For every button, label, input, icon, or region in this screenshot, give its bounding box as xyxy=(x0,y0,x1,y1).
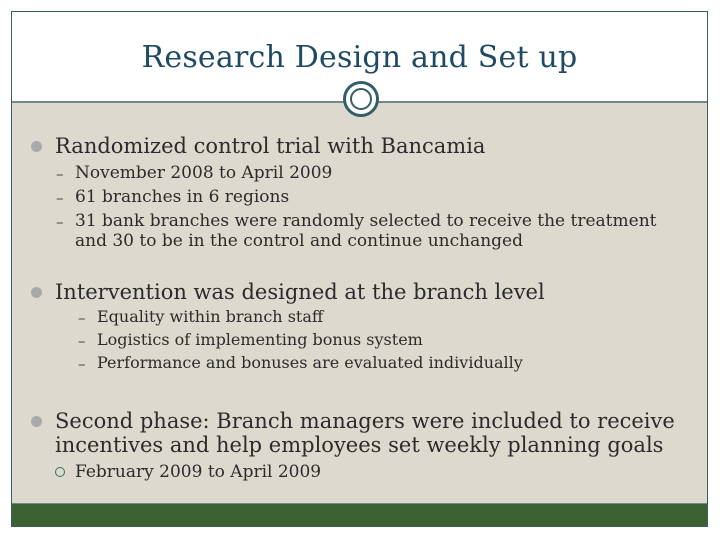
bullet-2 xyxy=(55,280,545,304)
bullet-dot-icon xyxy=(31,141,42,152)
ring-ornament-icon xyxy=(343,81,379,117)
footer-bar xyxy=(12,504,707,526)
bullet-1-sub-3: 31 bank branches were randomly selected to receive the treatment xyxy=(75,211,657,231)
bullet-2-sub-2: Logistics of implementing bonus system xyxy=(97,330,423,349)
content-area xyxy=(12,103,707,503)
bullet-3 xyxy=(55,409,675,433)
bullet-3-text-line2: incentives and help employees set weekly planning goals xyxy=(55,433,664,457)
dash-icon: – xyxy=(56,165,64,183)
bullet-3-sub-1-row xyxy=(75,461,321,483)
bullet-dot-icon xyxy=(31,416,42,427)
dash-icon: – xyxy=(78,309,86,327)
bullet-3-sub-1: February 2009 to April 2009 xyxy=(75,462,322,482)
bullet-2-sub-3: Performance and bonuses are evaluated individually xyxy=(97,353,523,372)
slide xyxy=(11,11,708,527)
bullet-2-text: Intervention was designed at the branch level xyxy=(55,280,545,304)
bullet-1-sub-2: 61 branches in 6 regions xyxy=(75,187,290,207)
dash-icon: – xyxy=(56,213,64,231)
bullet-1 xyxy=(55,134,485,158)
dash-icon: – xyxy=(56,189,64,207)
bullet-3-line2 xyxy=(55,433,663,457)
dash-icon: – xyxy=(78,355,86,373)
bullet-2-sub-1: Equality within branch staff xyxy=(97,307,324,326)
bullet-1-sub-1: November 2008 to April 2009 xyxy=(75,163,333,183)
bullet-3-text-line1: Second phase: Branch managers were included to receive xyxy=(55,409,675,433)
slide-title: Research Design and Set up xyxy=(141,40,578,75)
bullet-1-sub-3-cont: and 30 to be in the control and continue unchanged xyxy=(75,231,523,251)
circle-bullet-icon xyxy=(55,467,65,477)
bullet-1-text: Randomized control trial with Bancamia xyxy=(55,134,486,158)
dash-icon: – xyxy=(78,332,86,350)
bullet-dot-icon xyxy=(31,287,42,298)
